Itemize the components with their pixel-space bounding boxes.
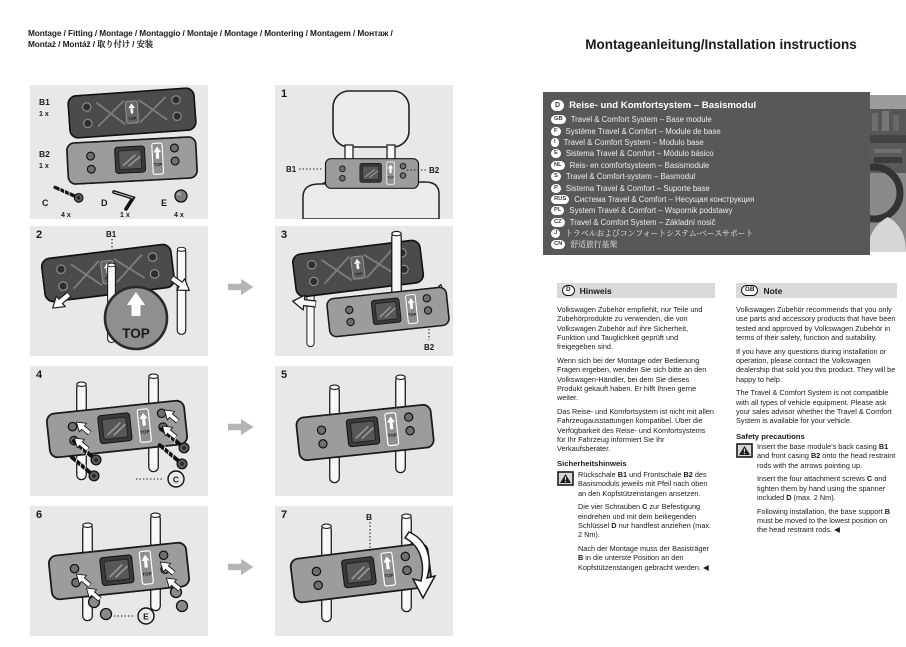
section-title: Note [763, 285, 783, 296]
lang-badge: CN [551, 240, 565, 249]
lang-badge: D [551, 100, 564, 111]
step-number: 7 [281, 509, 288, 521]
lang-row-es [551, 148, 870, 159]
lang-title: Système Travel & Comfort – Module de base [565, 126, 721, 136]
paragraph: Das Reise- und Komfortsystem ist nicht mit allen Fahrzeugausstattungen kompatibel. Über die Verfügbarkeit des Reise- und Komfortsystems für Ihr Fahrzeug informiert Sie Ihr Verkaufsberater. [557, 406, 714, 454]
safety-heading: Safety precautions [736, 431, 805, 441]
figure-parts-overview [30, 85, 208, 219]
next-step-arrow-icon [228, 418, 254, 436]
step-number: 4 [36, 369, 43, 381]
lang-badge: J [551, 229, 560, 238]
paragraph: Wenn sich bei der Montage oder Bedienung Fragen ergeben, wenden Sie sich bitte an den Volkswagen-Händler, bei dem Sie dieses Produkt gekauft haben. Er hilft Ihnen gerne weiter. [557, 355, 707, 403]
part-qty-c: 4 x [61, 212, 71, 219]
paragraph: Volkswagen Zubehör empfiehlt, nur Teile und Zubehörprodukte zu verwenden, die von Volkswagen Zubehör auf ihre Sicherheit, Funktion und Tauglichkeit geprüft und freigegeben sind. [557, 305, 703, 352]
lang-title: Travel & Comfort System – Base module [570, 115, 712, 125]
warning-icon [557, 471, 574, 486]
section-german-note [557, 283, 715, 576]
lang-badge: CZ [551, 218, 565, 227]
country-badge-d: D [562, 285, 575, 296]
figure-step-7 [275, 506, 453, 636]
lang-title: Travel & Comfort-system – Basmodul [565, 172, 696, 182]
safety-paragraph: Insert the four attachment screws C and tighten them by hand using the spanner included D (max. 2 Nm). [757, 474, 887, 503]
lang-badge: P [551, 184, 561, 193]
lang-row-pl [551, 205, 870, 216]
lang-row-pt [551, 182, 870, 193]
step-number: 6 [36, 509, 43, 521]
lang-title: System Travel & Comfort – Wspornik podstawy [569, 206, 733, 216]
paragraph: The Travel & Comfort System is not compatible with all types of vehicle equipment. Please ask your sales advisor whether the Travel & Comfort System is available for your vehicle. [736, 388, 892, 426]
step1-drawing [275, 85, 453, 219]
figure-step-2 [30, 226, 208, 356]
callout-b1: B1 [106, 230, 117, 239]
lang-row-cn [551, 239, 870, 250]
section-english-note [736, 283, 897, 539]
cap-icon [177, 601, 188, 612]
cap-icon [101, 609, 112, 620]
part-qty-d: 1 x [120, 212, 130, 219]
step4-drawing [30, 366, 208, 496]
country-badge-gb: GB [741, 285, 758, 296]
safety-paragraph: Following installation, the base support B must be moved to the lowest position on the head restraint rods. ◀ [757, 506, 891, 535]
lang-row-it [551, 137, 870, 148]
section-title: Hinweis [579, 285, 612, 296]
fitting-header-line1: Montage / Fitting / Montage / Montaggio / Montaje / Montage / Montering / Montagem / Монтаж / [28, 28, 393, 38]
lang-title: Reis- en comfortsysteem – Basismodule [569, 160, 710, 170]
section-header-english [736, 283, 897, 298]
callout-c: C [172, 474, 180, 485]
next-step-arrow-icon [228, 278, 254, 296]
lang-badge: RUS [551, 195, 569, 204]
fitting-languages-header [28, 28, 498, 50]
lang-row-ru [551, 194, 870, 205]
part-qty-b2: 1 x [39, 163, 49, 170]
lang-badge: I [551, 138, 559, 147]
lang-badge: E [551, 149, 561, 158]
safety-paragraph: Insert the base module's back casing B1 and front casing B2 onto the head restraint rods with the arrows pointing up. [757, 442, 896, 470]
part-label-b1: B1 [39, 97, 50, 107]
lang-row-nl [551, 160, 870, 171]
callout-e: E [143, 611, 149, 622]
lang-title: Sistema Travel & Comfort – Suporte base [565, 183, 710, 193]
part-qty-e: 4 x [174, 212, 184, 219]
warning-icon [736, 443, 753, 458]
callout-b2: B2 [424, 343, 435, 352]
lang-row-sv [551, 171, 870, 182]
step-number: 2 [36, 229, 43, 241]
cap-icon [175, 190, 187, 202]
lang-row-ja [551, 228, 870, 239]
lang-row-gb [551, 114, 870, 125]
parts-overview-drawing [30, 85, 208, 219]
callout-b: B [366, 512, 373, 522]
car-interior-photo [870, 95, 906, 252]
paragraph: If you have any questions during installation or operation, please contact the Volkswagen dealership that sold you this product. They will be happy to help. [736, 346, 896, 384]
lang-title: Sistema Travel & Comfort – Módulo básico [565, 149, 714, 159]
screw-icon [53, 183, 84, 203]
lang-badge: S [551, 172, 561, 181]
top-callout: TOP [122, 326, 150, 341]
part-label-b2: B2 [39, 149, 50, 159]
paragraph: Volkswagen Zubehör recommends that you only use parts and accessory products that have been tested and approved by Volkswagen Zubehör in terms of their safety, function and suitability. [736, 305, 896, 342]
lang-title: トラベルおよびコンフォートシステム-ベースサポート [565, 229, 754, 239]
step2-drawing [30, 226, 208, 356]
step-number: 3 [281, 229, 288, 241]
lang-badge: F [551, 127, 561, 136]
lang-row-fr [551, 125, 870, 136]
figure-step-4 [30, 366, 208, 496]
lang-badge: NL [551, 161, 565, 170]
part-label-e: E [161, 198, 168, 208]
figure-step-6 [30, 506, 208, 636]
callout-b2: B2 [429, 166, 440, 175]
safety-paragraph: Nach der Montage muss der Basisträger B in die unterste Position an den Kopfstützenstangen gebracht werden. ◀ [578, 544, 709, 572]
step7-drawing [275, 506, 453, 636]
figure-step-3 [275, 226, 453, 356]
section-header-german [557, 283, 715, 298]
step5-drawing [275, 366, 453, 496]
part-label-d: D [101, 198, 108, 208]
lang-title: Travel & Comfort System – Modulo base [563, 137, 704, 147]
lang-title: Reise- und Komfortsystem – Basismodul [569, 99, 757, 111]
step3-drawing [275, 226, 453, 356]
part-label-c: C [42, 198, 49, 208]
part-qty-b1: 1 x [39, 111, 49, 118]
lang-title: 舒适旅行基架 [570, 240, 618, 250]
page-title: Montageanleitung/Installation instructions [585, 37, 857, 52]
safety-paragraph: Die vier Schrauben C zur Befestigung eindrehen und mit dem beiliegenden Schlüssel D nur handfest anziehen (max. 2 Nm). [578, 502, 712, 540]
lang-row-cz [551, 217, 870, 228]
step-number: 5 [281, 369, 288, 381]
language-title-box [543, 92, 870, 255]
safety-heading: Sicherheitshinweis [557, 459, 627, 469]
spanner-icon [114, 192, 133, 209]
lang-title: Система Travel & Comfort – Несущая конструкция [574, 194, 755, 204]
lang-title: Travel & Comfort System – Základní nosič [569, 217, 716, 227]
callout-b1: B1 [286, 165, 297, 174]
step6-drawing [30, 506, 208, 636]
figure-step-1 [275, 85, 453, 219]
figure-step-5 [275, 366, 453, 496]
next-step-arrow-icon [228, 558, 254, 576]
step-number: 1 [281, 88, 288, 100]
lang-badge: PL [551, 206, 564, 215]
safety-paragraph: Rückschale B1 und Frontschale B2 des Basismoduls jeweils mit Pfeil nach oben an den Kopfstützenstangen ansetzen. [578, 469, 708, 498]
lang-badge: GB [551, 115, 566, 124]
lang-row-de [551, 98, 870, 112]
fitting-header-line2: Montaż / Montáž / 取り付け / 安装 [28, 39, 153, 49]
